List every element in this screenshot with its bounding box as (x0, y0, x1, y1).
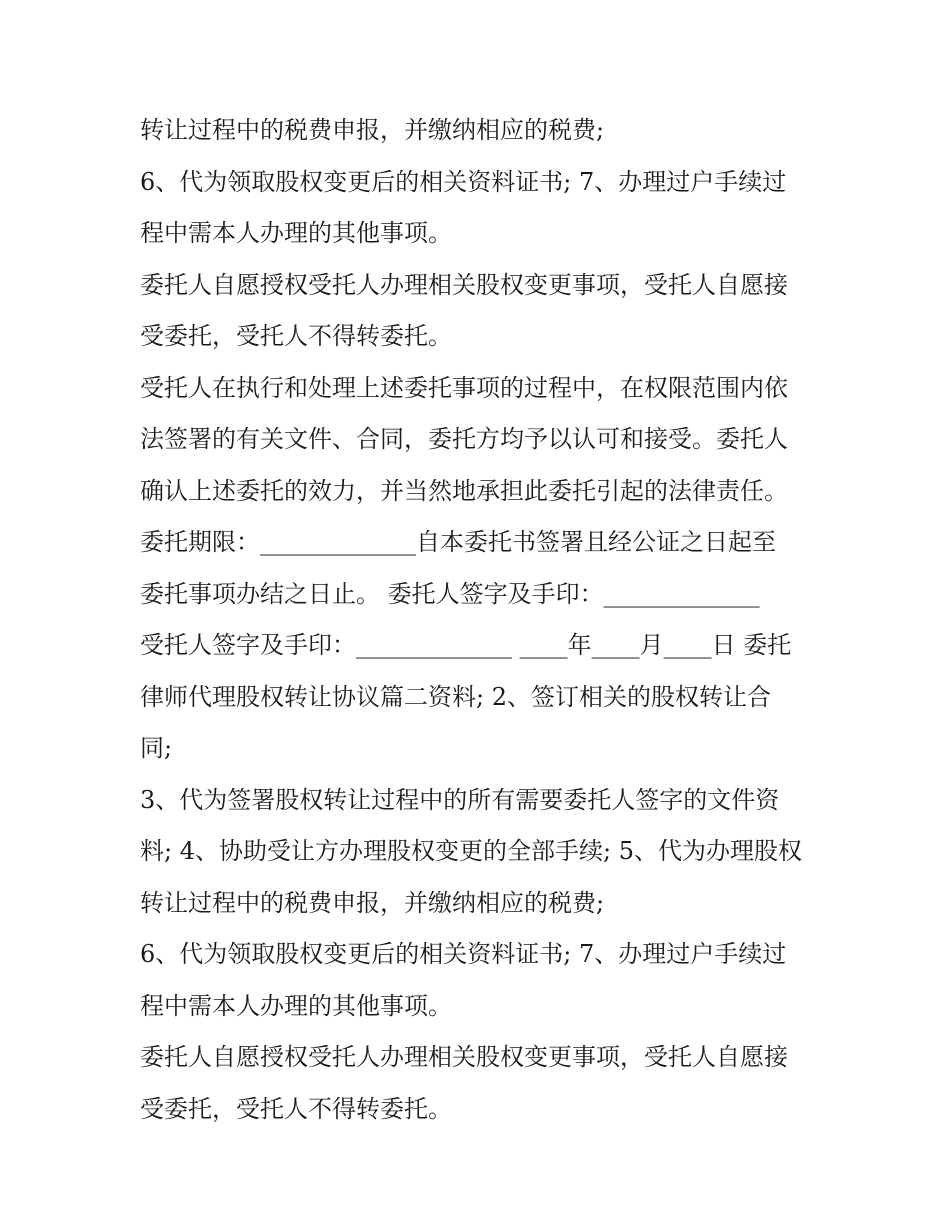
document-line: 确认上述委托的效力，并当然地承担此委托引起的法律责任。 (140, 476, 788, 505)
document-body (140, 105, 830, 1135)
document-line: 受委托，受托人不得转委托。 (140, 1094, 452, 1123)
document-line: 程中需本人办理的其他事项。 (140, 219, 452, 247)
document-line: 受托人签字及手印：_____________ ____年____月____日 委托 (140, 631, 792, 659)
document-line: 转让过程中的税费申报，并缴纳相应的税费; (140, 116, 605, 144)
document-line: 受托人在执行和处理上述委托事项的过程中，在权限范围内依 (140, 373, 788, 402)
document-line: 法签署的有关文件、合同，委托方均予以认可和接受。委托人 (140, 425, 788, 453)
document-line: 6、代为领取股权变更后的相关资料证书; 7、办理过户手续过 (140, 940, 787, 968)
document-line: 6、代为领取股权变更后的相关资料证书; 7、办理过户手续过 (140, 167, 787, 196)
document-line: 同; (140, 734, 173, 762)
document-line: 受委托，受托人不得转委托。 (140, 322, 452, 350)
document-line: 律师代理股权转让协议篇二资料; 2、签订相关的股权转让合 (140, 682, 771, 711)
document-line: 委托人自愿授权受托人办理相关股权变更事项，受托人自愿接 (140, 1043, 788, 1071)
document-line: 委托期限：_____________自本委托书签署且经公证之日起至 (140, 528, 776, 556)
document-line: 转让过程中的税费申报，并缴纳相应的税费; (140, 888, 605, 917)
document-line: 委托人自愿授权受托人办理相关股权变更事项，受托人自愿接 (140, 270, 788, 299)
document-line: 料; 4、协助受让方办理股权变更的全部手续; 5、代为办理股权 (140, 837, 802, 865)
document-line: 委托事项办结之日止。 委托人签字及手印：_____________ (140, 579, 760, 608)
document-line: 程中需本人办理的其他事项。 (140, 991, 452, 1020)
document-line: 3、代为签署股权转让过程中的所有需要委托人签字的文件资 (140, 785, 780, 814)
